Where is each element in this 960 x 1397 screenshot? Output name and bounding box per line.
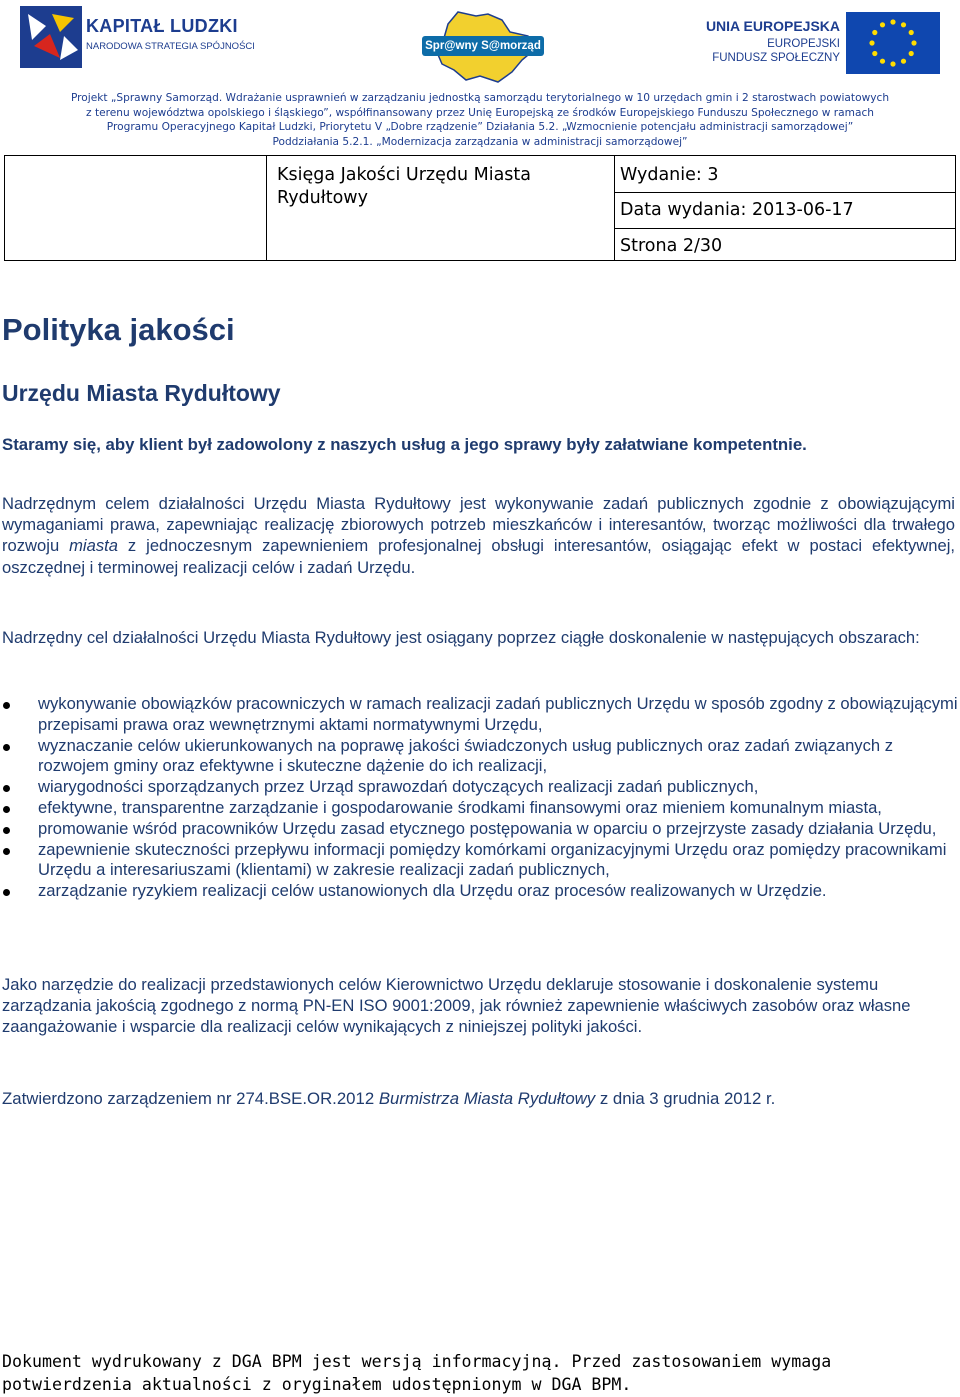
edition-row [614, 156, 955, 192]
paragraph-main-goal-em: miasta [69, 536, 118, 556]
list-item-text: promowanie wśród pracowników Urzędu zasad etycznego postępowania w oparciu o przejrzyste zasady działania Urzędu, [38, 818, 937, 838]
project-line-3: Programu Operacyjnego Kapitał Ludzki, Priorytetu V „Dobre rządzenie” Działania 5.2. „Wzmocnienie potencjału administracji samorządowej” [106, 121, 854, 133]
bullet-icon [3, 744, 10, 751]
footer-disclaimer [2, 1350, 957, 1396]
header-left-cell [5, 156, 267, 260]
page-number: Strona 2/30 [620, 236, 723, 256]
approval-note [2, 1089, 955, 1109]
bullet-icon [3, 889, 10, 896]
kapital-ludzki-title: KAPITAŁ LUDZKI [86, 16, 238, 36]
ue-efs-logo [705, 10, 940, 74]
project-line-4: Poddziałania 5.2.1. „Modernizacja zarządzania w administracji samorządowej” [272, 135, 688, 148]
approval-note-b: z dnia 3 grudnia 2012 r. [595, 1089, 776, 1108]
issue-date-row [614, 192, 955, 229]
ue-line3: FUNDUSZ SPOŁECZNY [712, 52, 840, 64]
ue-line2: EUROPEJSKI [767, 38, 840, 50]
kapital-ludzki-star-icon [20, 6, 82, 68]
list-item [0, 840, 958, 882]
bullet-icon [3, 785, 10, 792]
header-meta-cell [614, 156, 955, 260]
sprawny-samorzad-logo [418, 10, 548, 84]
paragraph-qms: Jako narzędzie do realizacji przedstawionych celów Kierownictwo Urzędu deklaruje stosowanie i doskonalenie systemu zarządzania jakością zgodnego z normą PN-EN ISO 9001:2009, jak również zapewnienie właściwych zasobów oraz własne zaangażowanie i wsparcie dla realizacji celów wynikających z niniejszej polityki jakości. [2, 975, 911, 1036]
header-title-cell [266, 156, 615, 260]
list-item [0, 798, 958, 819]
bullet-icon [3, 806, 10, 813]
list-item-text: zarządzanie ryzykiem realizacji celów ustanowionych dla Urzędu oraz procesów realizowanych w Urzędzie. [38, 881, 827, 901]
paragraph-main-goal-b: z jednoczesnym zapewnieniem profesjonalnej obsługi interesantów, osiągając efekt w postaci efektywnej, oszczędnej i terminowej realizacji celów i zadań Urzędu. [2, 536, 955, 577]
project-line-2: z terenu województwa opolskiego i śląskiego”, współfinansowany przez Unię Europejską ze środków Europejskiego Funduszu Społecznego w ramach [86, 106, 874, 119]
list-item-text: wyznaczanie celów ukierunkowanych na poprawę jakości świadczonych usług publicznych oraz zadań związanych z rozwojem gminy oraz efektywne i skuteczne dążenie do ich realizacji, [38, 735, 894, 776]
paragraph-main-goal-a: Nadrzędnym celem działalności Urzędu Miasta Rydułtowy jest wykonywanie zadań publicznych zgodnie z obowiązującymi wymaganiami prawa, zapewniając realizację zbiorowych potrzeb mieszkańców i interesantów, tworząc możliwości dla trwałego rozwoju [2, 494, 955, 556]
kapital-ludzki-logo [20, 6, 255, 68]
ue-line1: UNIA EUROPEJSKA [705, 18, 840, 34]
page-heading: Polityka jakości [2, 312, 235, 347]
footer-line-1: Dokument wydrukowany z DGA BPM jest wersją informacyjną. Przed zastosowaniem wymaga [2, 1352, 832, 1371]
paragraph-areas-intro: Nadrzędny cel działalności Urzędu Miasta Rydułtowy jest osiągany poprzez ciągłe doskonalenie w następujących obszarach: [2, 628, 920, 647]
edition: Wydanie: 3 [620, 165, 719, 185]
list-item [0, 881, 958, 902]
page-subheading: Urzędu Miasta Rydułtowy [2, 380, 281, 406]
document-title: Księga Jakości Urzędu Miasta Rydułtowy [277, 165, 531, 208]
list-item-text: wykonywanie obowiązków pracowniczych w ramach realizacji zadań publicznych Urzędu w sposób zgodny z obowiązującymi przepisami prawa oraz wewnętrznymi aktami normatywnymi Urzędu, [38, 694, 958, 734]
list-item-text: wiarygodności sporządzanych przez Urząd sprawozdań dotyczących realizacji zadań publicznych, [38, 777, 759, 797]
footer-line-2: potwierdzenia aktualności z oryginałem udostępnionym w DGA BPM. [2, 1375, 632, 1394]
bullet-icon [3, 827, 10, 834]
issue-date: Data wydania: 2013-06-17 [620, 200, 854, 220]
project-line-1: Projekt „Sprawny Samorząd. Wdrażanie usprawnień w zarządzaniu jednostką samorządu terytorialnego w 10 urzędach gmin i 2 starostwach powiatowych [70, 92, 890, 104]
list-item [0, 736, 958, 778]
bullet-icon [3, 848, 10, 855]
list-item [0, 694, 958, 736]
list-item-text: zapewnienie skuteczności przepływu informacji pomiędzy komórkami organizacyjnymi Urzędu oraz pomiędzy pracownikami Urzędu a interesariuszami (klientami) w zakresie realizacji zadań publicznych, [38, 839, 947, 880]
bullet-icon [3, 702, 10, 709]
improvement-areas-list [0, 694, 958, 902]
motto: Staramy się, aby klient był zadowolony z naszych usług a jego sprawy były załatwiane kompetentnie. [2, 435, 807, 454]
list-item [0, 819, 958, 840]
header-logos [0, 0, 960, 88]
paragraph-main-goal [2, 493, 955, 578]
list-item [0, 777, 958, 798]
approval-note-a: Zatwierdzono zarządzeniem nr 274.BSE.OR.2012 [2, 1089, 379, 1108]
list-item-text: efektywne, transparentne zarządzanie i gospodarowanie środkami finansowymi oraz mieniem komunalnym miasta, [38, 797, 882, 817]
page-row [614, 228, 955, 261]
approval-note-em: Burmistrza Miasta Rydułtowy [378, 1089, 596, 1108]
sprawny-samorzad-text: Spr@wny S@morząd [422, 36, 544, 56]
project-description [0, 91, 960, 149]
kapital-ludzki-subtitle: NARODOWA STRATEGIA SPÓJNOŚCI [86, 41, 255, 52]
eu-flag-icon [846, 12, 940, 74]
document-header-table [4, 155, 956, 261]
